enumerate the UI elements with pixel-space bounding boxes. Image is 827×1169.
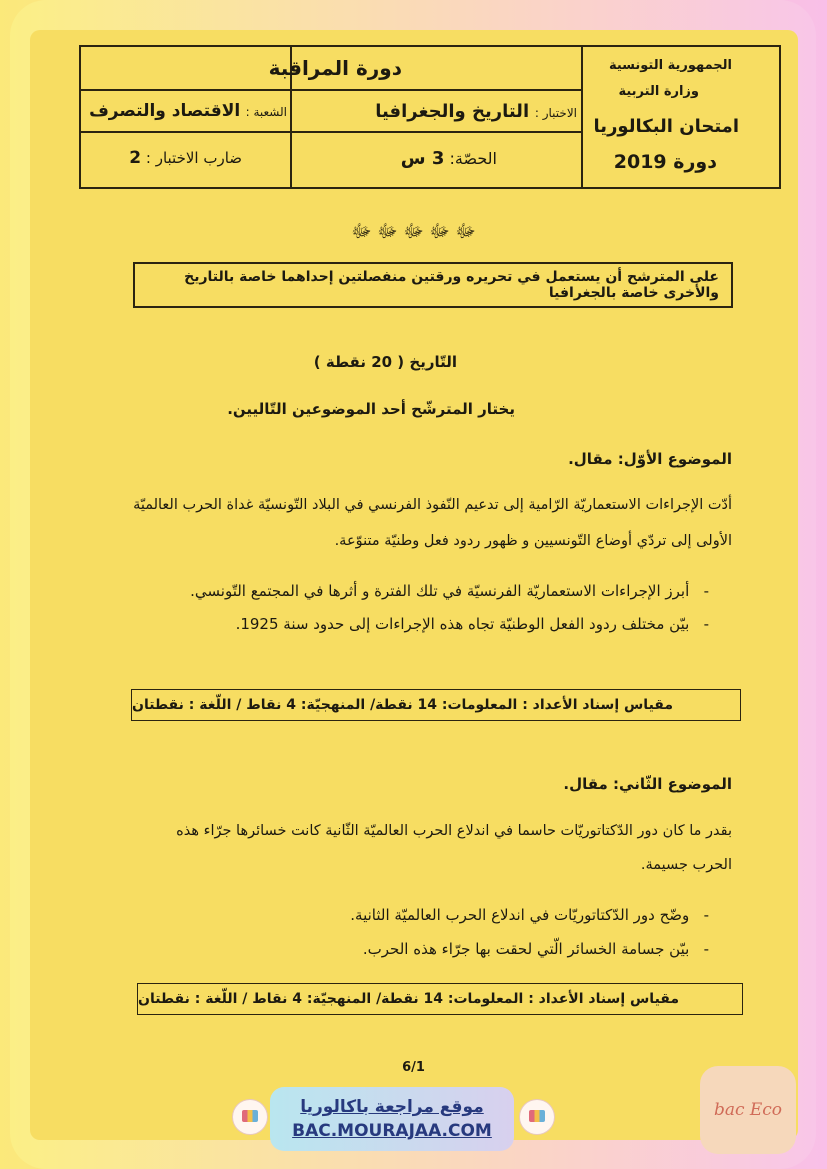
topic1-intro-line1: أدّت الإجراءات الاستعماريّة الرّامية إلى تدعيم النّفوذ الفرنسي في البلاد التّونسيّة غداة الحرب العالميّة — [133, 497, 732, 513]
topic1-task1-text: أبرز الإجراءات الاستعماريّة الفرنسيّة في تلك الفترة و أثرها في المجتمع التّونسي. — [190, 582, 690, 600]
duration-value: 3 س — [400, 148, 445, 169]
notice-text: على المترشح أن يستعمل في تحريره ورقتين منفصلتين إحداهما خاصة بالتاريخ والأخرى خاصة بالجغرافيا — [184, 269, 719, 301]
coefficient-label: ضارب الاختبار : — [145, 149, 242, 167]
notice-box — [133, 262, 733, 308]
topic2-task2-text: بيّن جسامة الخسائر الّتي لحقت بها جرّاء هذه الحرب. — [362, 940, 690, 958]
site-logo-icon-right — [520, 1100, 554, 1134]
topic2-heading: الموضوع الثّاني: مقال. — [563, 775, 732, 793]
site-url-link[interactable]: BAC.MOURAJAA.COM — [292, 1121, 492, 1141]
exam-name: امتحان البكالوريا — [593, 116, 739, 137]
ministry-label: وزارة التربية — [618, 84, 699, 99]
topic2-intro-line1: بقدر ما كان دور الدّكتاتوريّات حاسما في اندلاع الحرب العالميّة الثّانية كانت خسائرها جرّاء هذه — [176, 823, 732, 839]
coefficient-value: 2 — [129, 148, 142, 168]
topic1-score-text: مقياس إسناد الأعداد : المعلومات: 14 نقطة/ المنهجيّة: 4 نقاط / اللّغة : نقطتان — [132, 697, 674, 713]
coefficient-line — [129, 148, 242, 168]
history-title: التّاريخ ( 20 نقطة ) — [313, 353, 457, 371]
topic1-task2-text: بيّن مختلف ردود الفعل الوطنيّة تجاه هذه الإجراءات إلى حدود سنة 1925. — [235, 615, 690, 633]
duration-line — [401, 148, 497, 169]
topic1-heading: الموضوع الأوّل: مقال. — [568, 450, 732, 468]
topic1-task2: - بيّن مختلف ردود الفعل الوطنيّة تجاه هذه الإجراءات إلى حدود سنة 1925. — [235, 615, 709, 633]
topic2-task1-text: وضّح دور الدّكتاتوريّات في اندلاع الحرب العالميّة الثانية. — [350, 906, 690, 924]
bac-eco-badge — [700, 1066, 796, 1154]
page-number: 6/1 — [402, 1060, 425, 1075]
session-type: دورة المراقبة — [268, 56, 402, 80]
site-logo-icon-left — [233, 1100, 267, 1134]
topic2-intro-line2: الحرب جسيمة. — [640, 857, 732, 873]
branch-label: الشعبة : — [245, 105, 287, 119]
topic1-intro-line2: الأولى إلى تردّي أوضاع التّونسيين و ظهور ردود فعل وطنيّة متنوّعة. — [334, 533, 732, 549]
subject-line — [375, 101, 577, 122]
branch-value: الاقتصاد والتصرف — [89, 101, 241, 121]
topic1-task1: - أبرز الإجراءات الاستعماريّة الفرنسيّة في تلك الفترة و أثرها في المجتمع التّونسي. — [190, 582, 709, 600]
duration-label: الحصّة: — [449, 149, 497, 168]
branch-line — [89, 101, 287, 121]
topic2-score-text: مقياس إسناد الأعداد : المعلومات: 14 نقطة/ المنهجيّة: 4 نقاط / اللّغة : نقطتان — [138, 991, 680, 1007]
subject-value: التاريخ والجغرافيا — [375, 101, 530, 122]
topic2-task2: - بيّن جسامة الخسائر الّتي لحقت بها جرّاء هذه الحرب. — [362, 940, 709, 958]
history-instruction: يختار المترشّح أحد الموضوعين التّاليين. — [227, 400, 515, 418]
ornament-divider: ﷻ ﷻ ﷻ ﷻ ﷻ — [351, 221, 476, 242]
bac-eco-badge-text: bac Eco — [713, 1100, 783, 1120]
site-name-link[interactable]: موقع مراجعة باكالوريا — [300, 1097, 484, 1117]
topic2-task1: - وضّح دور الدّكتاتوريّات في اندلاع الحرب العالميّة الثانية. — [350, 906, 709, 924]
subject-label: الاختبار : — [534, 106, 577, 120]
session-year: دورة 2019 — [613, 151, 717, 173]
site-banner[interactable] — [270, 1087, 514, 1151]
republic-label: الجمهورية التونسية — [608, 58, 732, 73]
topic2-score-box — [137, 983, 743, 1015]
topic1-score-box — [131, 689, 741, 721]
